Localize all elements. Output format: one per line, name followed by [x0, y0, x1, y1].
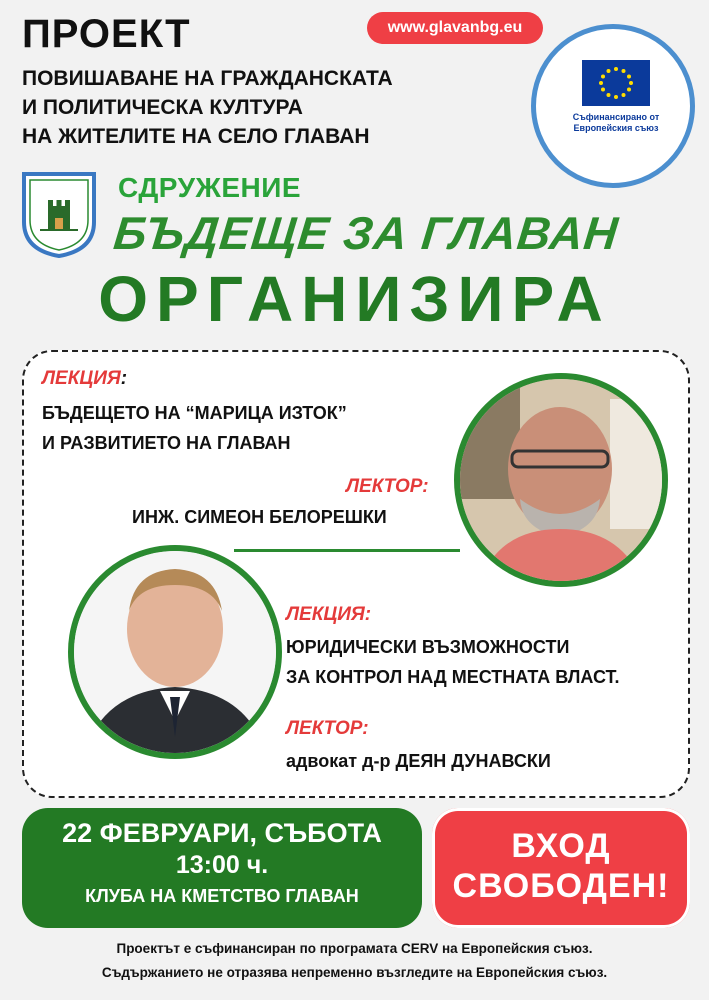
free-entry-line: ВХОД — [511, 827, 611, 865]
subtitle-line: НА ЖИТЕЛИТЕ НА СЕЛО ГЛАВАН — [22, 125, 370, 148]
funding-disclaimer — [0, 937, 709, 985]
lecture-1-title-line: И РАЗВИТИЕТО НА ГЛАВАН — [42, 433, 291, 453]
lecturer-2-name: адвокат д-р ДЕЯН ДУНАВСКИ — [286, 751, 551, 771]
event-details-panel — [22, 808, 422, 928]
lecture-2-title-line: ЮРИДИЧЕСКИ ВЪЗМОЖНОСТИ — [286, 637, 570, 657]
association-label: СДРУЖЕНИЕ — [118, 172, 302, 203]
free-entry-text — [432, 826, 690, 906]
lecturer-1-label: ЛЕКТОР: — [346, 476, 429, 497]
event-venue: КЛУБА НА КМЕТСТВО ГЛАВАН — [85, 886, 359, 906]
lecture-2-label: ЛЕКЦИЯ: — [286, 604, 372, 625]
lecture-1-title — [42, 398, 347, 458]
free-entry-line: СВОБОДЕН! — [452, 867, 670, 905]
disclaimer-line: Съдържанието не отразява непременно възгледите на Европейския съюз. — [101, 965, 608, 980]
event-date: 22 ФЕВРУАРИ, СЪБОТА — [62, 818, 382, 848]
lecturer-1-name: ИНЖ. СИМЕОН БЕЛОРЕШКИ — [132, 507, 387, 527]
free-entry-badge — [432, 808, 690, 928]
association-name: БЪДЕЩЕ ЗА ГЛАВАН — [111, 207, 622, 259]
website-link[interactable]: www.glavanbg.eu — [367, 12, 543, 44]
organizes-heading: ОРГАНИЗИРА — [98, 263, 611, 335]
event-time: 13:00 ч. — [175, 851, 269, 879]
lecture-1-title-line: БЪДЕЩЕТО НА “МАРИЦА ИЗТОК” — [42, 403, 347, 423]
lecturer-1-portrait-icon — [460, 379, 662, 581]
lecture-divider — [234, 549, 460, 552]
project-subtitle — [22, 64, 393, 151]
subtitle-line: ПОВИШАВАНЕ НА ГРАЖДАНСКАТА — [22, 67, 393, 90]
lecture-2-title — [286, 632, 619, 692]
association-crest-logo — [20, 170, 98, 258]
lecturer-2-photo — [68, 545, 282, 759]
lecturer-1-photo — [454, 373, 668, 587]
lecturer-2-label: ЛЕКТОР: — [286, 718, 369, 739]
disclaimer-line: Проектът е съфинансиран по програмата CERV на Европейския съюз. — [116, 941, 593, 956]
lecturer-2-portrait-icon — [74, 551, 276, 753]
eu-flag-icon — [582, 60, 650, 106]
subtitle-line: И ПОЛИТИЧЕСКА КУЛТУРА — [22, 96, 303, 119]
project-label: ПРОЕКТ — [22, 12, 191, 56]
lecture-1-label: ЛЕКЦИЯ: — [42, 368, 128, 389]
eu-badge-text: Съфинансирано от Европейския съюз — [572, 112, 660, 133]
lecture-2-title-line: ЗА КОНТРОЛ НАД МЕСТНАТА ВЛАСТ. — [286, 667, 620, 687]
eu-badge — [531, 24, 695, 188]
